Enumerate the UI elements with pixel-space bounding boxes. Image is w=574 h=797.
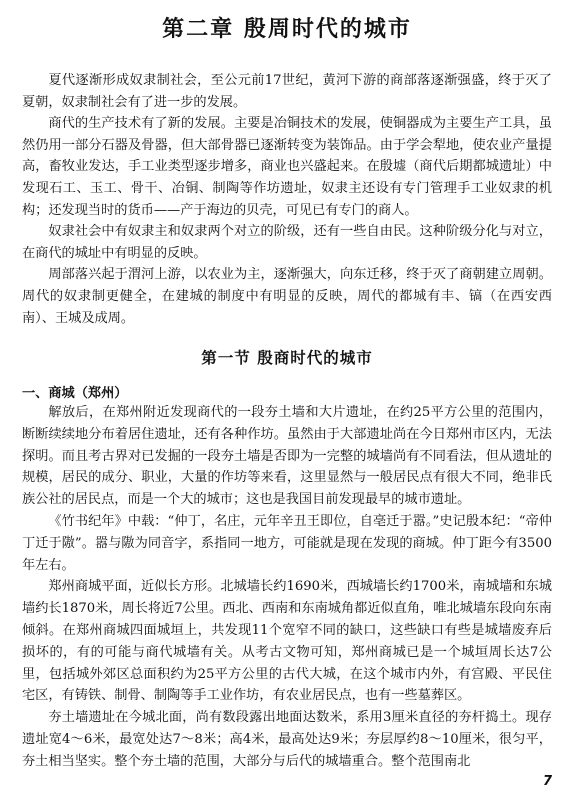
section-body — [22, 402, 552, 773]
body-paragraph: 郑州商城平面，近似长方形。北城墙长约1690米，西城墙长约1700米，南城墙和东城墙约长1870米，周长将近7公里。西北、西南和东南城角都近似直角，唯北城墙东段向东南倾斜。在郑州商城四面城垣上，共发现11个宽窄不同的缺口，这些缺口有些是城墙废弃后损坏的，有的可能与商代城墙有关。从考古文物可知，郑州商城已是一个城垣周长达7公里，包括城外郊区总面积约为25平方公里的古代大城，在这个城市内外，有宫殿、平民住宅区，有铸铁、制骨、制陶等手工业作坊，有农业居民点，也有一些墓葬区。 — [22, 579, 552, 704]
intro-paragraph: 商代的生产技术有了新的发展。主要是冶铜技术的发展，使铜器成为主要生产工具，虽然仍用一部分石器及骨器，但大部骨器已逐渐转变为装饰品。由于学会犁地，使农业产量提高，畜牧业发达，手工业类型逐步增多，商业也兴盛起来。在殷墟（商代后期都城遗址）中发现石工、玉工、骨干、冶铜、制陶等作坊遗址，奴隶主还设有专门管理手工业奴隶的机构；还发现当时的货币——产于海边的贝壳，可见已有专门的商人。 — [22, 116, 552, 218]
body-paragraph: 《竹书纪年》中载：“仲丁，名庄，元年辛丑王即位，自亳迁于嚣。”史记殷本纪：“帝仲丁迁于隞”。嚣与隞为同音字，系指同一地方，可能就是现在发现的商城。仲丁距今有3500年左右。 — [22, 513, 552, 573]
page-number: 7 — [542, 774, 552, 789]
body-paragraph: 夯土墙遗址在今城北面，尚有数段露出地面达数米，系用3厘米直径的夯杆捣土。现存遗址宽4～6米，最宽处达7～8米；高4米，最高处达9米；夯层厚约8～10厘米，很匀平，夯土相当坚实。整个夯土墙的范围，大部分与后代的城墙重合。整个范围南北 — [22, 710, 552, 769]
chapter-title: 第二章 殷周时代的城市 — [162, 17, 412, 42]
body-paragraph: 解放后，在郑州附近发现商代的一段夯土墙和大片遗址，在约25平方公里的范围内，断断续续地分布着居住遗址，还有各种作坊。虽然由于大部遗址尚在今日郑州市区内，无法探明。而且考古界对已发掘的一段夯土墙是否即为一完整的城墙尚有不同看法，但从遗址的规模，居民的成分、职业，大量的作坊等来看，这里显然与一般居民点有很大不同，绝非氏族公社的居民点，而是一个大的城市；这也是我国目前发现最早的城市遗址。 — [22, 405, 552, 508]
intro-paragraph: 周部落兴起于渭河上游，以农业为主，逐渐强大，向东迁移，终于灭了商朝建立周朝。周代的奴隶制更健全，在建城的制度中有明显的反映，周代的都城有丰、镐（在西安西南）、王城及成周。 — [22, 267, 552, 326]
intro-paragraph: 奴隶社会中有奴隶主和奴隶两个对立的阶级，还有一些自由民。这种阶级分化与对立，在商代的城址中有明显的反映。 — [22, 224, 552, 261]
section-title: 第一节 殷商时代的城市 — [201, 348, 373, 367]
intro-paragraph: 夏代逐渐形成奴隶制社会，至公元前17世纪，黄河下游的商部落逐渐强盛，终于灭了夏朝，奴隶制社会有了进一步的发展。 — [22, 73, 552, 110]
chapter-intro — [22, 70, 552, 329]
subsection-heading: 一、商城（郑州） — [22, 386, 128, 401]
